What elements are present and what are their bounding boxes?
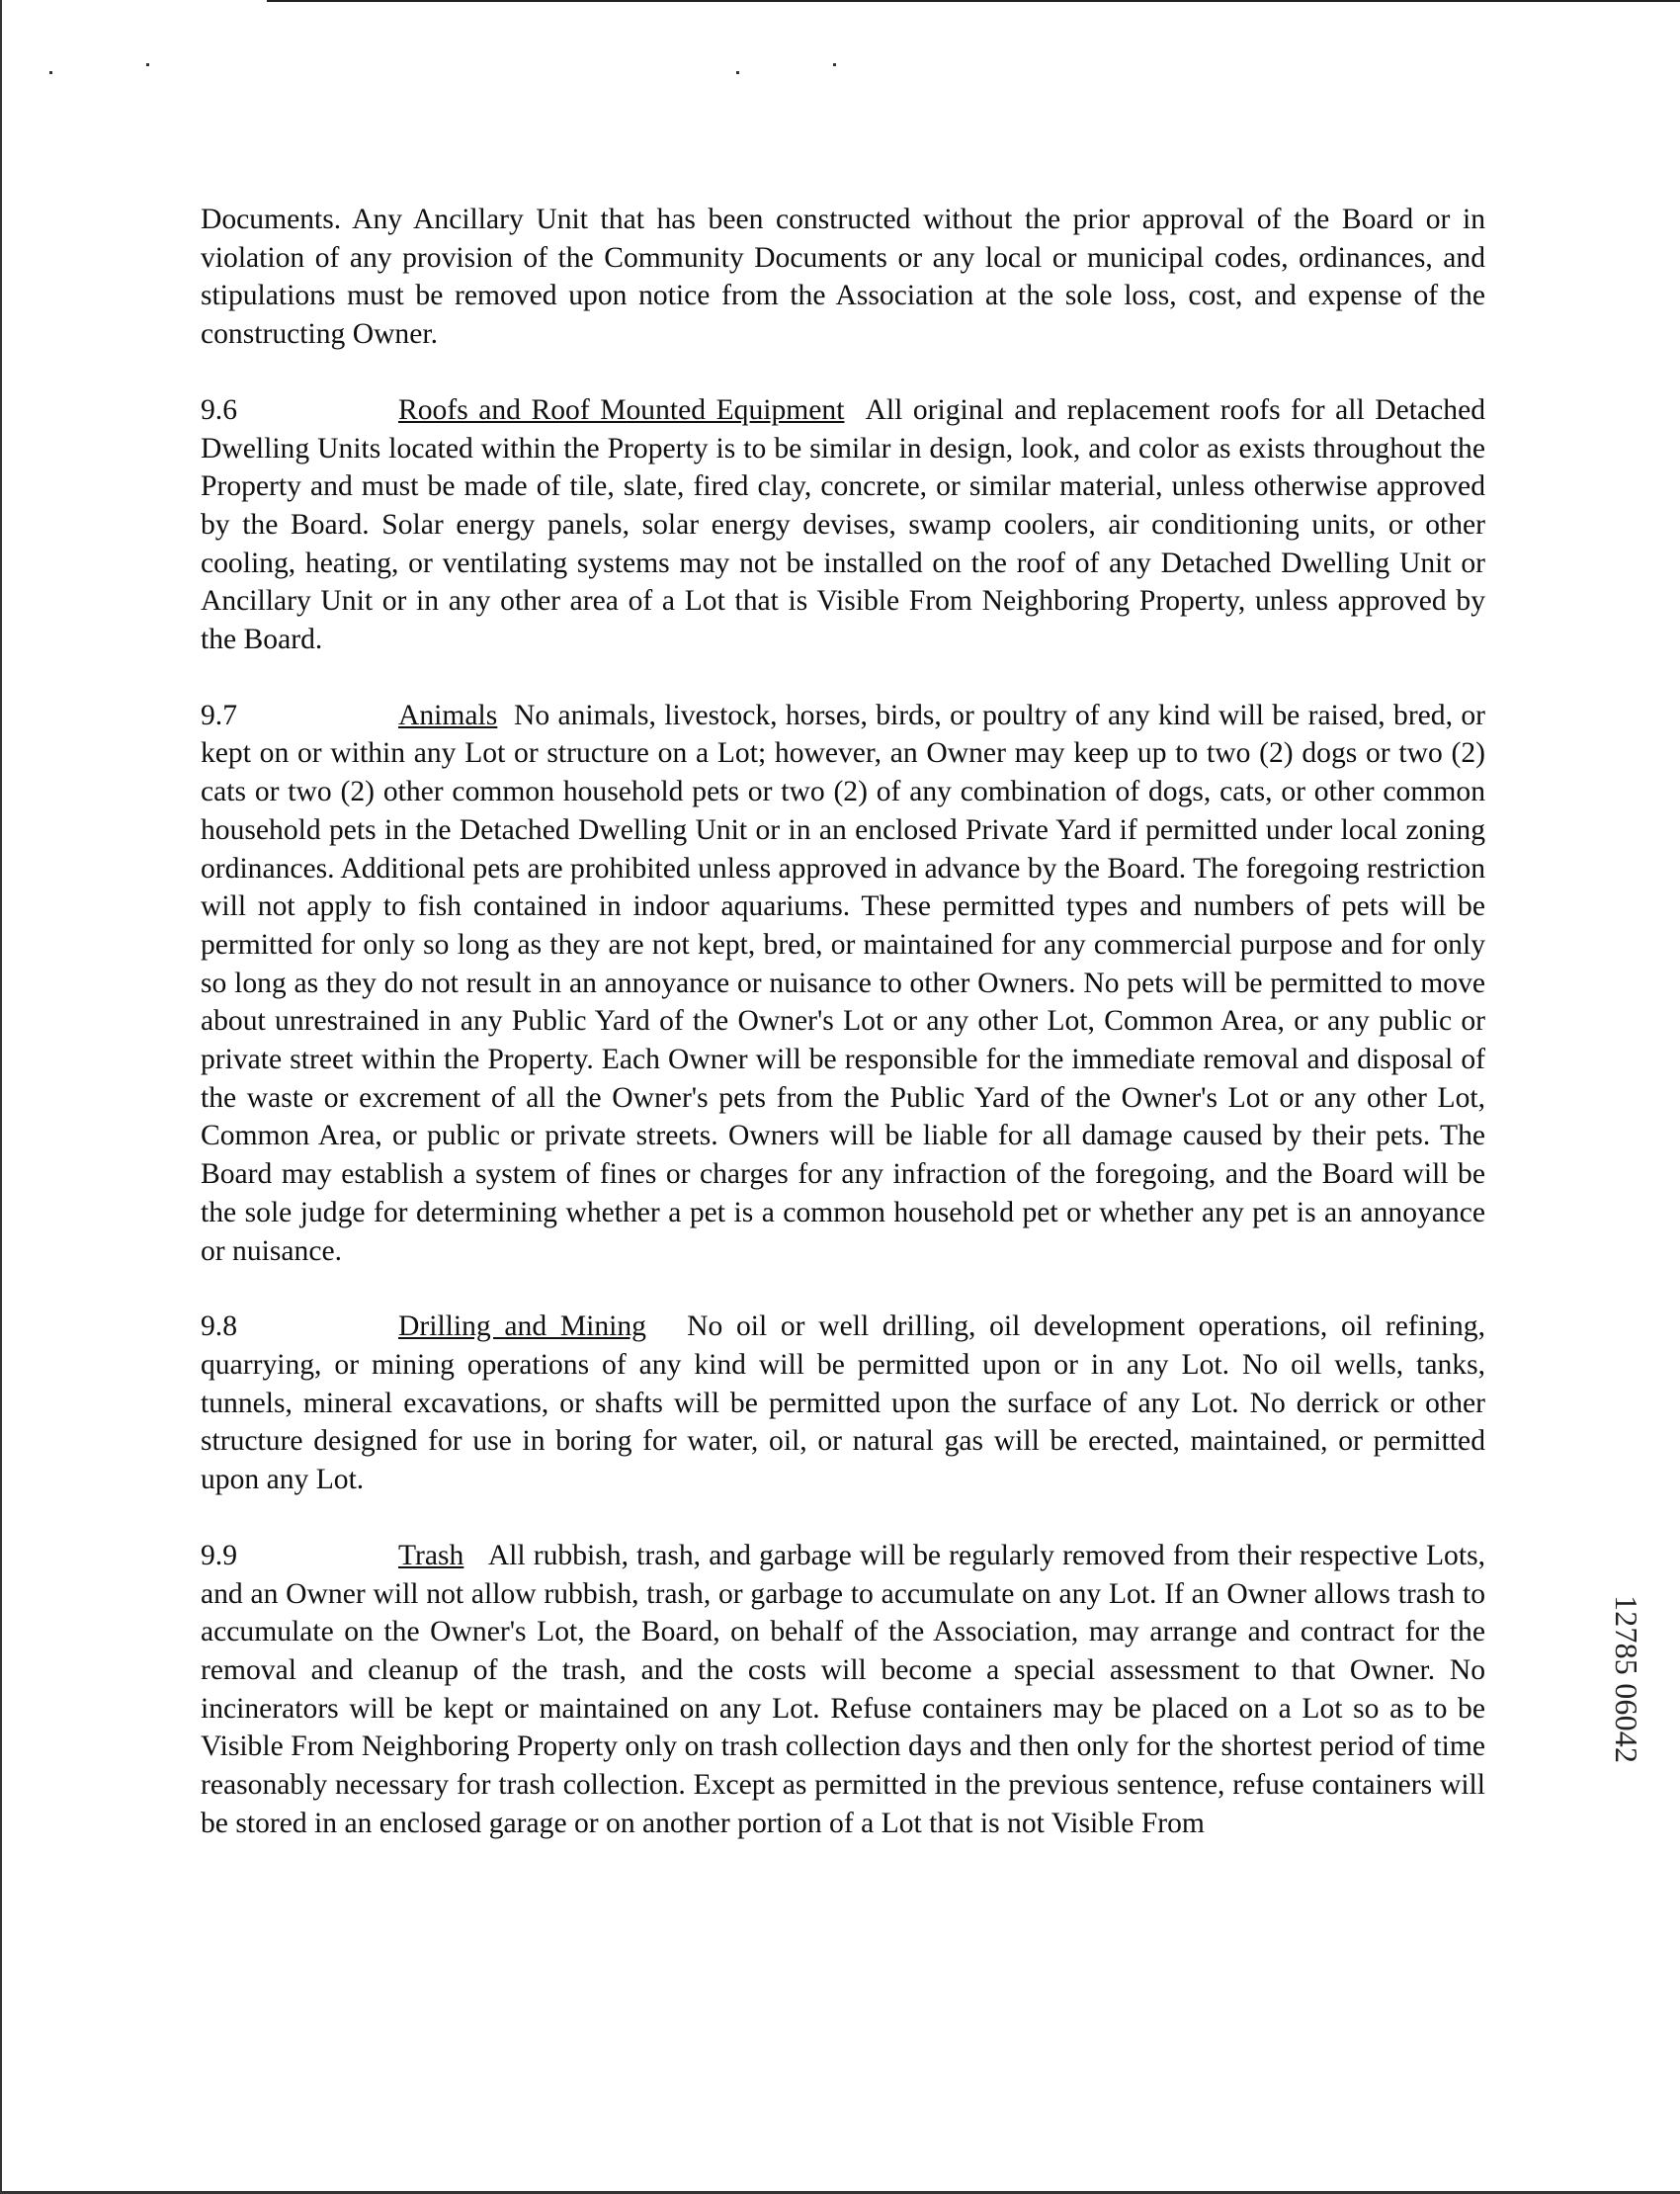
document-body (201, 201, 1485, 1880)
scan-speck (49, 71, 52, 74)
section-title: Roofs and Roof Mounted Equipment (398, 393, 845, 426)
top-scan-edge (267, 0, 1680, 2)
section-title: Animals (398, 699, 498, 731)
section-text: No animals, livestock, horses, birds, or poultry of any kind will be raised, bred, or kept on or within any Lot or structure on a Lot; however, an Owner may keep up to two (2) dogs or two (2) cats or two (2) other common household pets or two (2) of any combination of dogs, cats, or other common household pets in the Detached Dwelling Unit or in an enclosed Private Yard if permitted under local zoning ordinances. Additional pets are prohibited unless approved in advance by the Board. The foregoing restriction will not apply to fish contained in indoor aquariums. These permitted types and numbers of pets will be permitted for only so long as they are not kept, bred, or maintained for any commercial purpose and for only so long as they do not result in an annoyance or nuisance to other Owners. No pets will be permitted to move about unrestrained in any Public Yard of the Owner's Lot or any other Lot, Common Area, or any public or private street within the Property. Each Owner will be responsible for the immediate removal and disposal of the waste or excrement of all the Owner's pets from the Public Yard of the Owner's Lot or any other Lot, Common Area, or public or private streets. Owners will be liable for all damage caused by their pets. The Board may establish a system of fines or charges for any infraction of the foregoing, and the Board will be the sole judge for determining whether a pet is a common household pet or whether any pet is an annoyance or nuisance. (201, 699, 1485, 1267)
section-9-7 (201, 697, 1485, 1271)
section-number: 9.8 (201, 1310, 237, 1343)
section-text: No oil or well drilling, oil development operations, oil refining, quarrying, or mining operations of any kind will be permitted upon or in any Lot. No oil wells, tanks, tunnels, mineral excavations, or shafts will be permitted upon the surface of any Lot. No derrick or other structure designed for use in boring for water, oil, or natural gas will be erected, maintained, or permitted upon any Lot. (201, 1310, 1485, 1496)
section-9-9 (201, 1537, 1485, 1843)
scan-speck (736, 71, 739, 74)
section-title: Drilling and Mining (398, 1310, 646, 1343)
section-9-8 (201, 1308, 1485, 1499)
left-scan-edge (0, 0, 2, 2194)
section-text: All original and replacement roofs for all Detached Dwelling Units located within the Property is to be similar in design, look, and color as exists throughout the Property and must be made of tile, slate, fired clay, concrete, or similar material, unless otherwise approved by the Board. Solar energy panels, solar energy devises, swamp coolers, air conditioning units, or other cooling, heating, or ventilating systems may not be installed on the roof of any Detached Dwelling Unit or Ancillary Unit or in any other area of a Lot that is Visible From Neighboring Property, unless approved by the Board. (201, 393, 1486, 656)
scan-speck (833, 63, 836, 66)
section-text: All rubbish, trash, and garbage will be regularly removed from their respective Lots, and an Owner will not allow rubbish, trash, or garbage to accumulate on any Lot. If an Owner allows trash to accumulate on the Owner's Lot, the Board, on behalf of the Association, may arrange and contract for the removal and cleanup of the trash, and the costs will become a special assessment to that Owner. No incinerators will be kept or maintained on any Lot. Refuse containers may be placed on a Lot so as to be Visible From Neighboring Property only on trash collection days and then only for the shortest period of time reasonably necessary for trash collection. Except as permitted in the previous sentence, refuse containers will be stored in an enclosed garage or on another portion of a Lot that is not Visible From (201, 1539, 1485, 1839)
section-number: 9.9 (201, 1539, 237, 1571)
recording-stamp: 12785 06042 (1609, 1595, 1644, 1764)
section-number: 9.7 (201, 699, 237, 731)
section-title: Trash (398, 1539, 464, 1571)
section-number: 9.6 (201, 393, 237, 426)
scan-speck (146, 63, 149, 66)
section-9-6 (201, 391, 1485, 659)
intro-paragraph: Documents. Any Ancillary Unit that has been constructed without the prior approval of the Board or in violation of any provision of the Community Documents or any local or municipal codes, ordinances, and stipulations must be removed upon notice from the Association at the sole loss, cost, and expense of the constructing Owner. (201, 204, 1485, 351)
